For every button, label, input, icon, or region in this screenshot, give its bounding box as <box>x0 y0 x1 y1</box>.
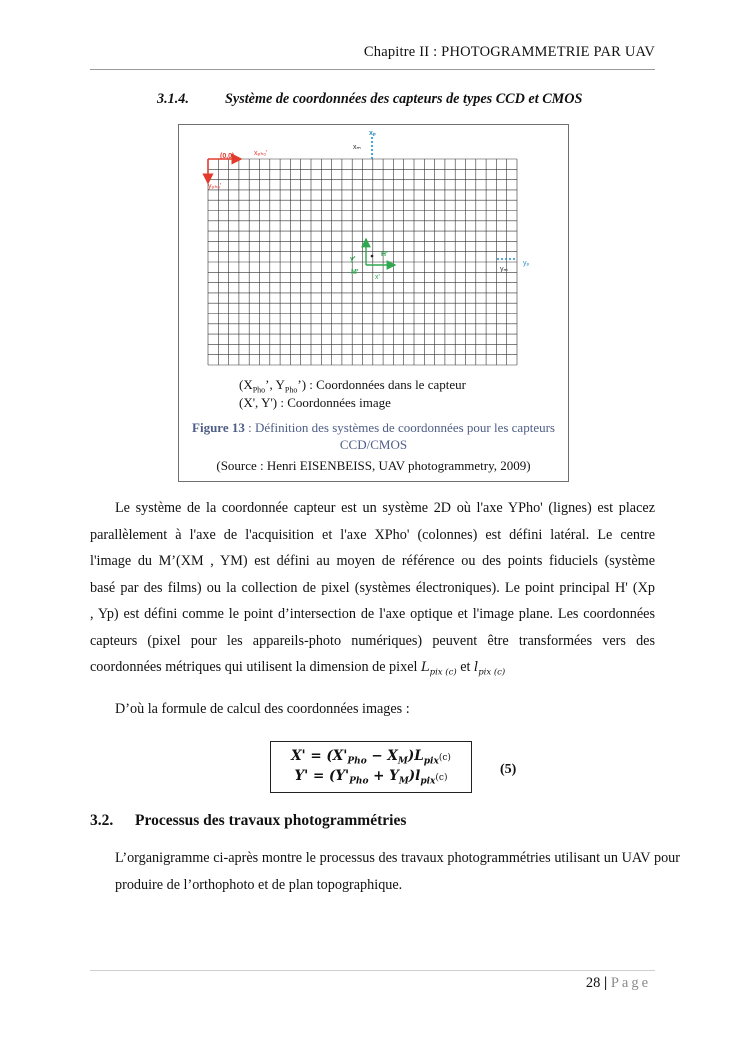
yp-label: yₚ <box>523 260 530 267</box>
paragraph-line-last: coordonnées métriques qui utilisent la dimension de pixel $L_{pix (c)}$ et $l_{pix (c)}$ <box>90 659 506 678</box>
section-number: 3.2. <box>90 812 114 829</box>
paragraph-formula-intro: D’où la formule de calcul des coordonnées images : <box>115 701 410 717</box>
equation-box <box>270 741 472 793</box>
mprime-label: M' <box>351 269 359 276</box>
figure-caption-label: Figure 13 <box>192 420 245 435</box>
paragraph-line: parallèlement à l'axe de l'acquisition et l'axe XPho' (colonnes) est défini latéral. Le centre <box>90 526 655 543</box>
xprime-label: x' <box>375 274 380 281</box>
paragraph-line: capteurs (pixel pour les appareils-photo numériques) peuvent être transformées vers des <box>90 632 655 649</box>
paragraph-process: L’organigramme ci-après montre le processus des travaux photogrammétries utilisant un UAV pour produire de l’orthophoto et de plan topographique. <box>115 850 680 893</box>
xm-label: xₘ <box>353 144 361 151</box>
subsection-heading <box>157 91 582 108</box>
pixel-grid <box>208 159 517 365</box>
math-L-pix: $L_{pix (c)}$ <box>420 660 457 678</box>
xp-label: xₚ <box>369 130 376 137</box>
running-header: Chapitre II : PHOTOGRAMMETRIE PAR UAV <box>363 44 655 60</box>
section-heading <box>90 812 406 830</box>
figure-13 <box>178 124 569 482</box>
paragraph-line: Le système de la coordonnée capteur est un système 2D où l'axe YPho' (lignes) est placez <box>115 500 655 516</box>
paragraph-line: , Yp) est défini comme le point d’intersection de l'axe optique et l'image plane. Les coordonnées <box>90 606 655 622</box>
paragraph-sensor-system <box>90 495 655 681</box>
page-number: 28 <box>585 975 601 991</box>
ym-label: yₘ <box>500 266 508 273</box>
legend-sensor-coords: ($X_{Pho}$’, $Y_{Pho}$’) : Coordonnées dans le capteur <box>239 377 466 395</box>
footer-separator: | <box>603 975 608 991</box>
math-l-pix: $l_{pix (c)}$ <box>474 660 506 678</box>
equation-number: (5) <box>500 762 517 777</box>
yprime-label: y' <box>350 256 356 263</box>
paragraph-line: l'image du M’(XM , YM) est défini au moyen de référence ou des points fiduciels (système <box>90 553 655 569</box>
header-rule <box>90 69 655 70</box>
figure-caption-text: : Définition des systèmes de coordonnées pour les capteurs CCD/CMOS <box>244 420 555 452</box>
equation-line-y: $Y' = (Y'_{Pho} + Y_M)l_{pix}(c)$ <box>294 768 448 787</box>
figure-caption <box>191 419 556 453</box>
figure-source: (Source : Henri EISENBEISS, UAV photogrammetry, 2009) <box>216 458 531 473</box>
footer-rule <box>90 970 655 971</box>
origin-label: (0,0) <box>220 153 235 160</box>
legend-image-coords: (X', Y') : Coordonnées image <box>239 395 391 410</box>
subsection-title: Système de coordonnées des capteurs de types CCD et CMOS <box>225 91 583 107</box>
sensor-coordinate-diagram <box>179 125 568 377</box>
equation-line-x: $X' = (X'_{Pho} - X_M)L_{pix}(c)$ <box>291 748 451 767</box>
ypho-label: yₚₕₒ' <box>208 183 222 190</box>
xpho-label: xₚₕₒ' <box>254 150 268 157</box>
page-footer <box>586 975 651 992</box>
paragraph-line: basé par des films) ou la collection de pixel (systèmes électroniques). Le point principal H' (Xp <box>90 579 655 596</box>
subsection-number: 3.1.4. <box>157 91 189 107</box>
section-title: Processus des travaux photogrammétries <box>135 812 407 829</box>
hprime-label: H' <box>381 251 388 258</box>
page-word: Page <box>610 975 651 991</box>
principal-point-dot <box>371 255 374 258</box>
